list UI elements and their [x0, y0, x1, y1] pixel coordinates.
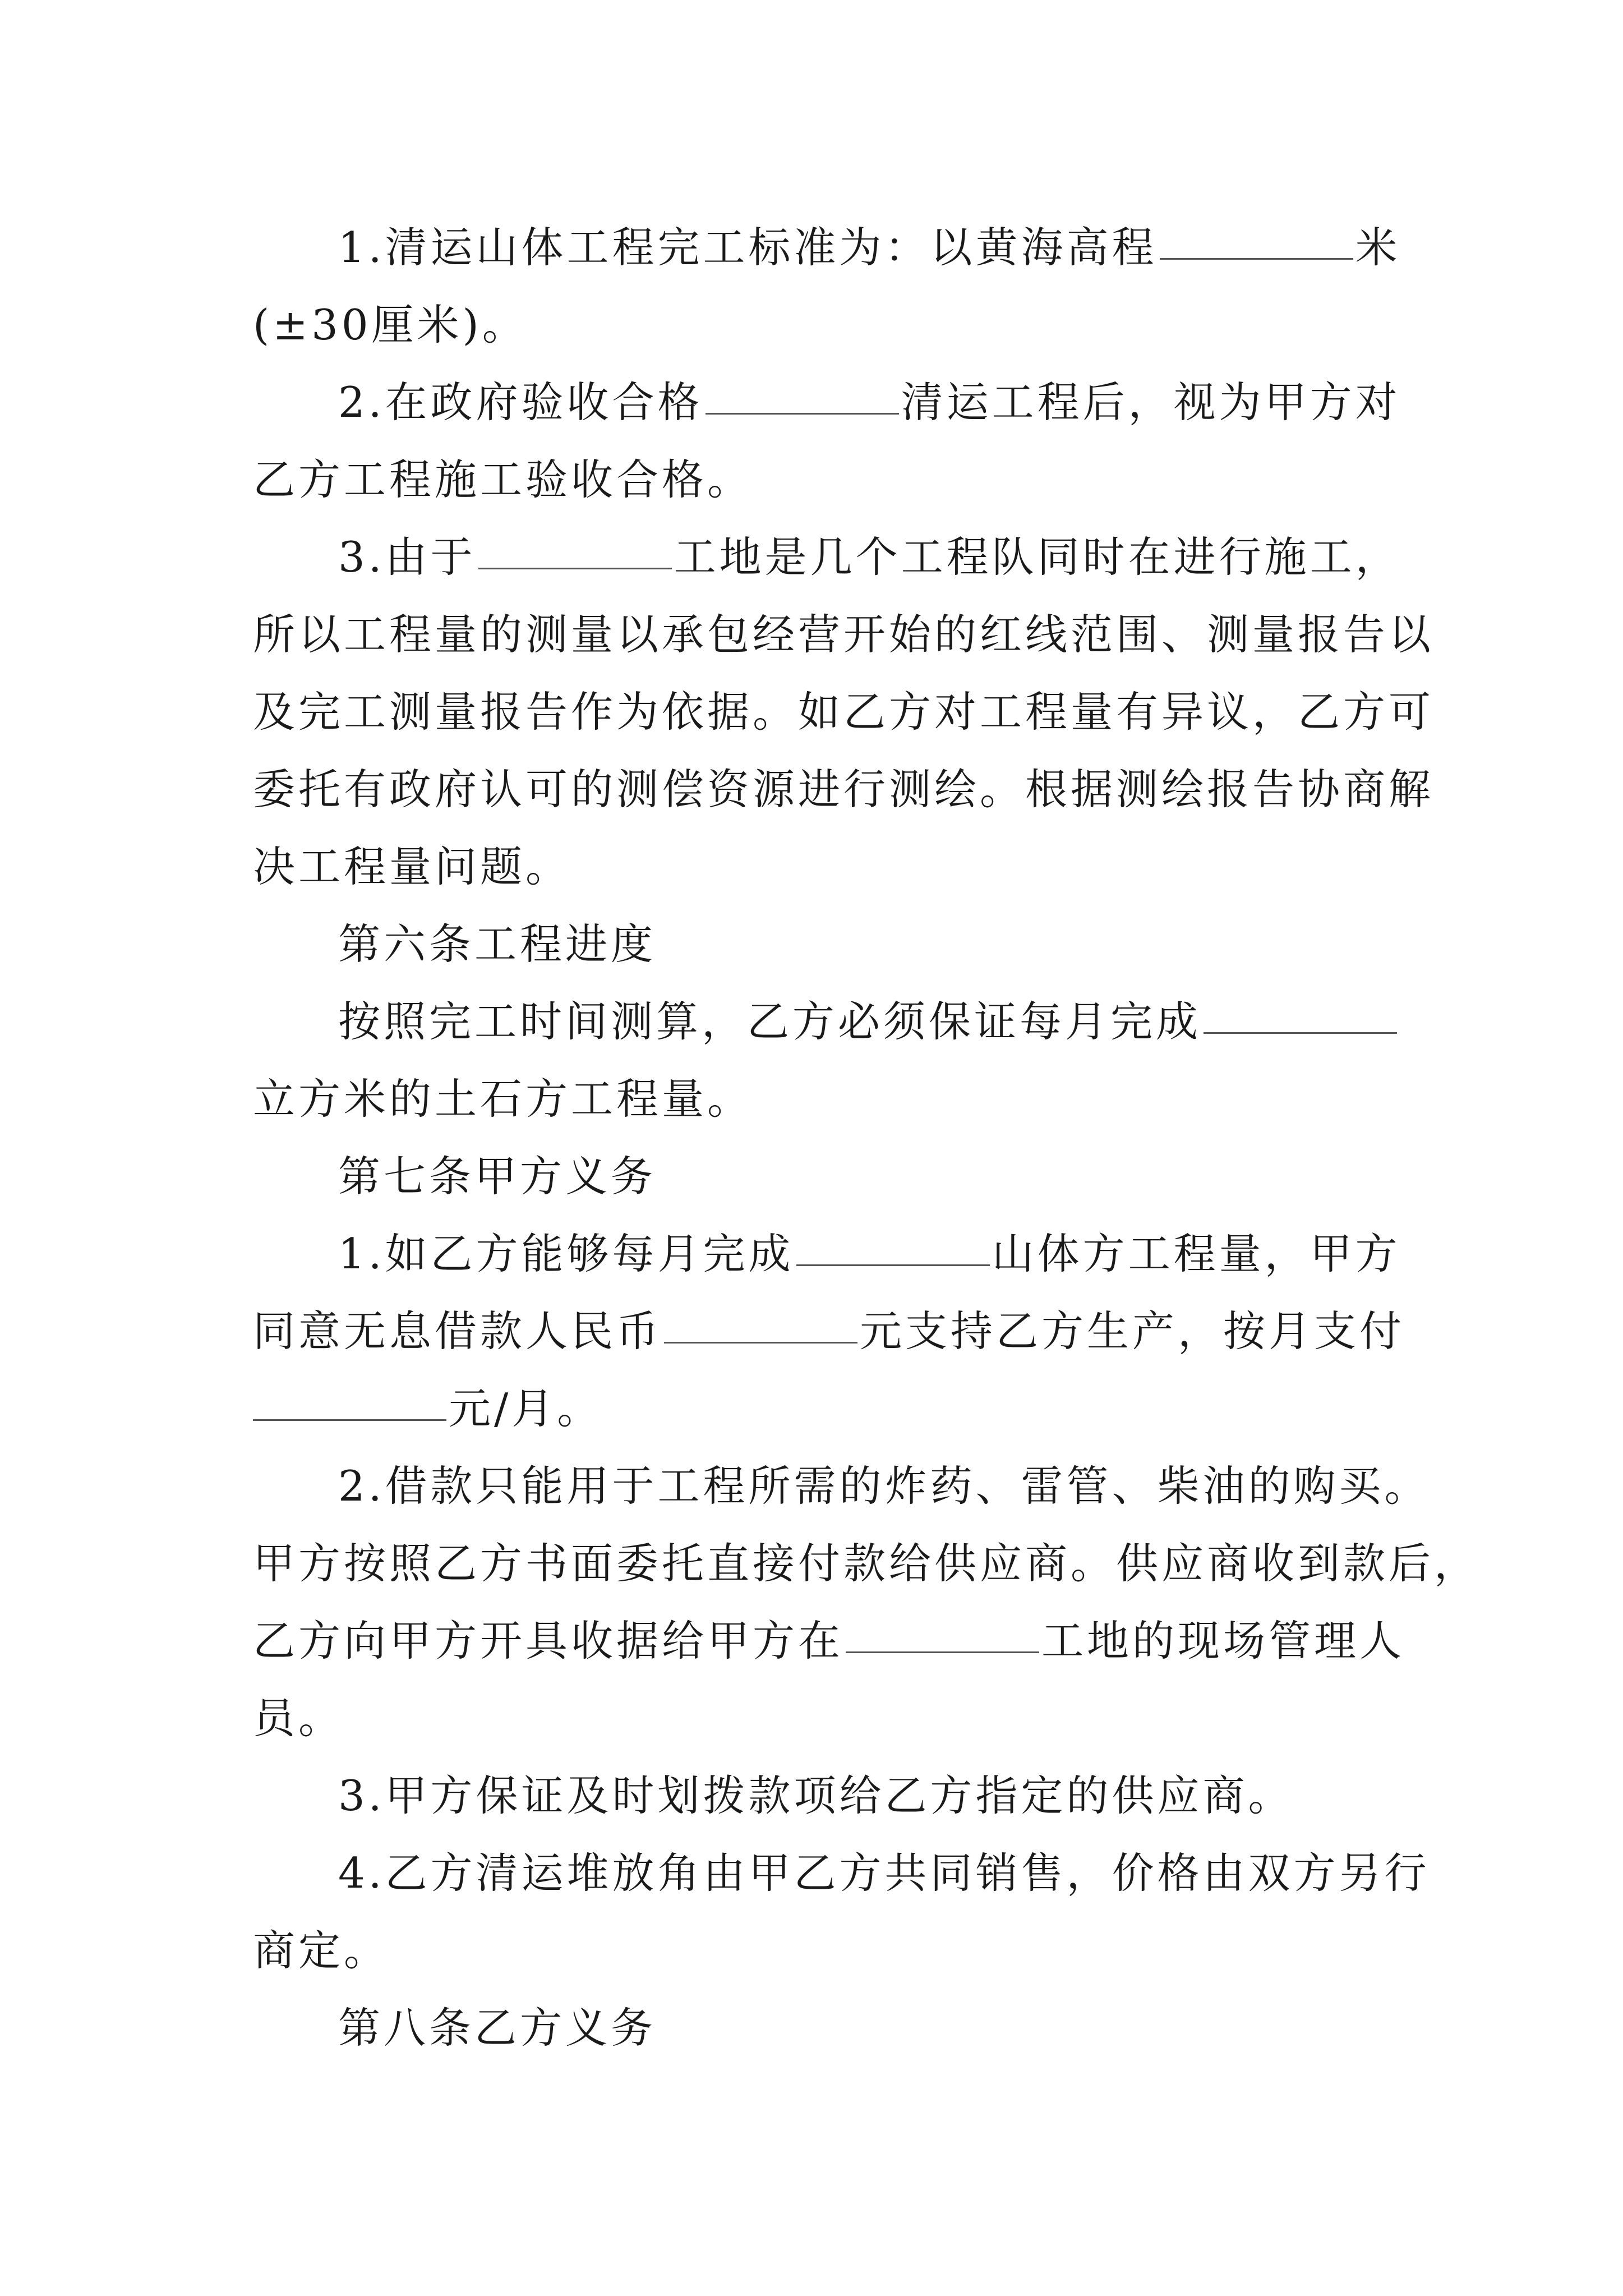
clause-7-item-2-line-1: [338, 1447, 1430, 1525]
clause-7-item-3: [338, 1757, 1294, 1834]
text-segment: 决工程量问题。: [253, 842, 571, 891]
clause-5-item-3-line-1: [338, 518, 1401, 596]
fill-in-blank: [796, 1264, 990, 1266]
text-segment: 清运工程后，视为甲方对: [901, 378, 1401, 427]
text-segment: 委托有政府认可的测偿资源进行测绘。根据测绘报告协商解: [253, 765, 1435, 814]
fill-in-blank: [478, 567, 672, 569]
text-segment: 4.乙方清运堆放角由甲乙方共同销售，价格由双方另行: [338, 1848, 1430, 1898]
clause-7-item-2-line-2: [253, 1525, 1479, 1602]
text-segment: 1.清运山体工程完工标准为：以黄海高程: [338, 223, 1158, 272]
clause-8-heading: [338, 1989, 656, 2067]
clause-5-item-3-line-4: [253, 751, 1434, 828]
text-segment: 商定。: [253, 1926, 390, 1975]
text-segment: 2.借款只能用于工程所需的炸药、雷管、柴油的购买。: [338, 1461, 1430, 1511]
text-segment: 按照完工时间测算，乙方必须保证每月完成: [338, 997, 1202, 1046]
clause-7-heading: [338, 1138, 656, 1215]
clause-7-item-1-line-1: [338, 1215, 1401, 1292]
clause-5-item-3-line-5: [253, 828, 571, 905]
clause-7-item-1-line-3: [253, 1370, 602, 1447]
text-segment: 员。: [253, 1694, 344, 1743]
clause-5-item-1-line-2: [253, 286, 528, 364]
text-segment: 第六条工程进度: [338, 919, 657, 969]
text-segment: 及完工测量报告作为依据。如乙方对工程量有异议，乙方可: [253, 687, 1435, 737]
clause-5-item-3-line-2: [253, 596, 1434, 673]
fill-in-blank: [664, 1341, 857, 1343]
text-segment: (±30厘米)。: [253, 300, 528, 349]
clause-5-item-1-line-1: [338, 209, 1401, 286]
clause-7-item-4-line-2: [253, 1912, 389, 1989]
fill-in-blank: [1204, 1032, 1397, 1034]
text-segment: 乙方工程施工验收合格。: [253, 455, 753, 504]
clause-6-heading: [338, 905, 656, 983]
clause-7-item-2-line-3: [253, 1602, 1405, 1680]
text-segment: 乙方向甲方开具收据给甲方在: [253, 1616, 844, 1665]
clause-7-item-2-line-4: [253, 1680, 344, 1757]
text-segment: 3.由于: [338, 532, 476, 582]
text-segment: 甲方按照乙方书面委托直接付款给供应商。供应商收到款后，: [253, 1539, 1480, 1588]
text-segment: 元支持乙方生产，按月支付: [860, 1306, 1405, 1356]
clause-5-item-2-line-2: [253, 441, 753, 518]
text-segment: 第七条甲方义务: [338, 1152, 657, 1201]
text-segment: 米: [1355, 223, 1401, 272]
clause-6-line-1: [338, 983, 1399, 1060]
text-segment: 1.如乙方能够每月完成: [338, 1229, 794, 1278]
text-segment: 工地是几个工程队同时在进行施工，: [674, 532, 1401, 582]
clause-5-item-3-line-3: [253, 673, 1434, 751]
fill-in-blank: [706, 412, 899, 415]
clause-6-line-2: [253, 1060, 753, 1138]
clause-7-item-4-line-1: [338, 1834, 1430, 1912]
text-segment: 立方米的土石方工程量。: [253, 1074, 753, 1124]
fill-in-blank: [846, 1651, 1039, 1653]
text-segment: 元/月。: [449, 1384, 603, 1433]
text-segment: 工地的现场管理人: [1041, 1616, 1405, 1665]
text-segment: 山体方工程量，甲方: [992, 1229, 1401, 1278]
clause-5-item-2-line-1: [338, 364, 1401, 441]
text-segment: 同意无息借款人民币: [253, 1306, 662, 1356]
text-segment: 3.甲方保证及时划拨款项给乙方指定的供应商。: [338, 1771, 1294, 1820]
text-segment: 2.在政府验收合格: [338, 378, 703, 427]
text-segment: 第八条乙方义务: [338, 2003, 657, 2053]
fill-in-blank: [1160, 257, 1353, 260]
clause-7-item-1-line-2: [253, 1292, 1405, 1370]
fill-in-blank: [253, 1419, 446, 1421]
text-segment: 所以工程量的测量以承包经营开始的红线范围、测量报告以: [253, 610, 1435, 659]
